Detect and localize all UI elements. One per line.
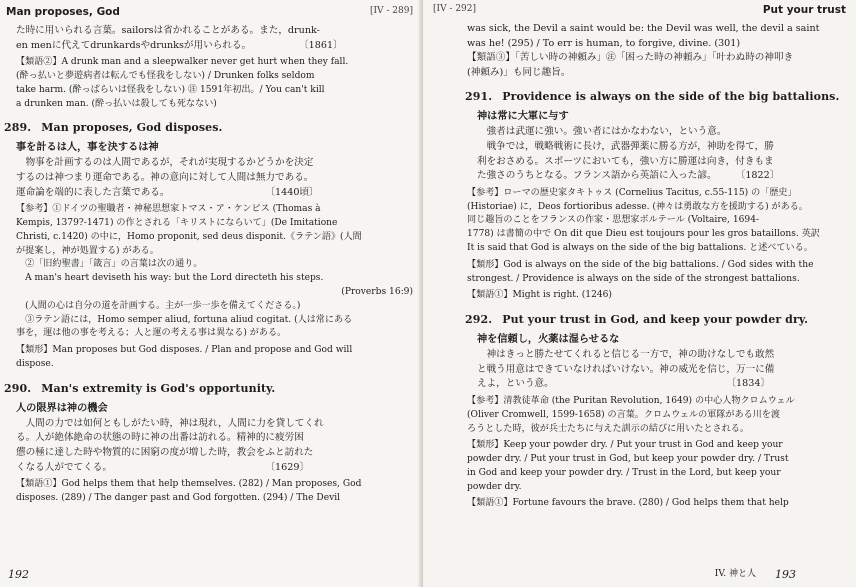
proverb-title: Man proposes, God disposes. [41, 121, 223, 135]
entry-heading [4, 382, 413, 395]
text-line: a drunken man. (酔っ払いは殺しても死なない) [16, 98, 217, 109]
entry-heading [465, 90, 846, 103]
text-line: It is said that God is always on the side of the big battalions. と述べている。 [467, 242, 813, 253]
text-line: る。人が絶体絶命の状態の時に神の出番は訪れる。精神的に疲労困 [16, 432, 304, 444]
right-running-header [433, 4, 846, 22]
part-label: IV. 神と人 [714, 569, 756, 579]
variants-block [467, 439, 846, 494]
variants-block [467, 259, 846, 287]
entry-number: 291. [465, 90, 493, 104]
left-running-header [6, 6, 413, 24]
text-line: A man's heart deviseth his way: but the Lord directeth his steps. [25, 273, 324, 284]
text-line: (神頼み)」も同じ趣旨。 [467, 66, 571, 78]
text-line: 【類形】Man proposes but God disposes. / Plan and propose and God will [16, 345, 353, 356]
text-line: えよ，という意。 〔1834〕 [477, 378, 771, 390]
text-line: 戦争では，戦略戦術に長け，武器弾薬に勝る方が，神助を得て，勝 [486, 140, 774, 152]
text-line: powder dry. / Put your trust in God, but keep your powder dry. / Trust [467, 454, 789, 465]
proverb-title: Man's extremity is God's opportunity. [41, 381, 276, 395]
text-line: (酔っ払いと夢遊病者は転んでも怪我をしない) / Drunken folks seldom [16, 70, 315, 81]
text-line: (Oliver Cromwell, 1599-1658) の言葉。クロムウェルの軍隊がある川を渡 [467, 409, 780, 420]
page-number: 192 [8, 568, 29, 581]
text-line: ③ラテン語には，Homo semper aliud, fortuna aliud cogitat. (人は常にある [25, 314, 353, 325]
text-line: (人間の心は自分の道を計画する。主が一歩一歩を備えてくださる。) [25, 300, 301, 311]
related-block [6, 478, 413, 506]
running-header-section: [IV - 292] [433, 4, 477, 14]
text-line: 【参考】清教徒革命 (the Puritan Revolution, 1649) の中心人物クロムウェル [467, 395, 795, 406]
reference-note [6, 203, 413, 341]
text-line: 【類語③】「苦しい時の神頼み」㊟「困った時の神頼み」「叶わぬ時の神叩き [467, 52, 794, 64]
text-line: ②「旧約聖書」「箴言」の言葉は次の通り。 [25, 259, 203, 270]
text-line: 【参考】ローマの歴史家タキトゥス (Cornelius Tacitus, c.55-115) の「歴史」 [467, 187, 797, 198]
entry-heading [4, 121, 413, 134]
related-block [467, 289, 846, 303]
entry-heading [465, 313, 846, 326]
text-line: 1778) は書簡の中で On dit que Dieu est toujours pour les gros bataillons. 英訳 [467, 229, 820, 240]
entry-289 [6, 121, 413, 371]
text-line: 【類語②】A drunk man and a sleepwalker never get hurt when they fall. [16, 57, 349, 68]
left-page [0, 0, 423, 587]
text-line: 【類語①】God helps them that help themselves. (282) / Man proposes, God [16, 479, 362, 490]
japanese-title: 人の限界は神の機会 [16, 401, 108, 414]
text-line: was he! (295) / To err is human, to forgive, divine. (301) [467, 37, 741, 49]
entry-290 [6, 382, 413, 506]
text-line: Christi, c.1420) の中に，Homo proponit, sed deus disponit.《ラテン語》(人間 [16, 231, 362, 242]
running-header-title: Put your trust [762, 4, 846, 16]
page-number: 193 [775, 568, 796, 581]
variants-block [6, 344, 413, 372]
entry-291 [467, 90, 846, 303]
text-line: 【類語①】Might is right. (1246) [467, 290, 612, 301]
right-page [423, 0, 856, 587]
text-line: 【参考】①ドイツの聖職者・神秘思想家トマス・ア・ケンピス (Thomas à [16, 204, 321, 215]
text-line: ろうとした時，彼が兵士たちに与えた訓示の結びに用いたとされる。 [467, 423, 749, 434]
text-line: 憊の極に達した時や物質的に困窮の度が増した時，教会をふと訪れた [16, 446, 314, 458]
text-line: 神はきっと勝たせてくれると信じる一方で，神の助けなしでも敢然 [486, 349, 775, 361]
text-line: 人間の力では如何ともしがたい時，神は現れ，人間に力を貸してくれ [25, 417, 324, 429]
running-header-section: [IV - 289] [369, 6, 413, 16]
japanese-title: 神は常に大軍に与す [477, 110, 569, 123]
entry-number: 289. [4, 121, 32, 135]
text-line: 運命論を端的に表した言葉である。 〔1440頃〕 [16, 186, 319, 198]
entry-body [467, 348, 846, 392]
text-line: 利をおさめる。スポーツにおいても，強い方に勝運は向き，付きもま [477, 155, 774, 167]
entry-body [6, 156, 413, 200]
reference-note [467, 187, 846, 256]
text-line: するのは神つまり運命である。神の意向に対して人間は無力である。 [16, 171, 314, 183]
text-line: disposes. (289) / The danger past and God forgotten. (294) / The Devil [16, 492, 341, 503]
text-line: 物事を計画するのは人間であるが，それが実現するかどうかを決定 [25, 157, 314, 169]
continued-text [467, 22, 846, 80]
text-line: (Historiae) に，Deos fortioribus adesse. (神々は勇敢な方を援助する) がある。 [467, 201, 808, 212]
text-line: 強者は武運に強い。強い者にはかなわない，という意。 [486, 126, 727, 138]
text-line: dispose. [16, 358, 54, 369]
entry-body [467, 125, 846, 183]
text-line: た時に用いられる言葉。sailorsは省かれることがある。また，drunk- [16, 25, 320, 36]
japanese-title: 神を信頼し，火薬は湿らせるな [477, 333, 620, 346]
text-line: en menに代えてdrunkardsやdrunksが用いられる。 〔1861〕 [16, 39, 343, 51]
text-line: 同じ趣旨のことをフランスの作家・思想家ボルテール (Voltaire, 1694- [467, 215, 760, 226]
entry-number: 290. [4, 381, 32, 395]
text-line: が提案し，神が処置する) がある。 [16, 245, 159, 256]
text-line: (Proverbs 16:9) [341, 286, 413, 297]
text-line: 【類形】Keep your powder dry. / Put your trust in God and keep your [467, 440, 783, 451]
text-line: Kempis, 1379?-1471) の作とされる「キリストにならいて」(De Imitatione [16, 217, 338, 228]
text-line: take harm. (酔っぱらいは怪我をしない) ㊟ 1591年初出。/ You can't kill [16, 84, 325, 95]
continued-text [6, 24, 413, 53]
entry-number: 292. [465, 313, 493, 327]
text-line: strongest. / Providence is always on the side of the strongest battalions. [467, 273, 800, 284]
proverb-title: Providence is always on the side of the big battalions. [502, 90, 840, 104]
running-header-title: Man proposes, God [6, 6, 120, 18]
text-line: 事を，運は他の事を考える；人と運の考える事は異なる) がある。 [16, 328, 287, 339]
japanese-title: 事を計るは人，事を決するは神 [16, 141, 159, 154]
proverb-title: Put your trust in God, and keep your powder dry. [502, 313, 808, 327]
related-block [467, 497, 846, 511]
entry-body [6, 417, 413, 475]
text-line: 【類形】God is always on the side of the big battalions. / God sides with the [467, 259, 814, 270]
reference-note [467, 395, 846, 436]
text-line: くなる人がでてくる。 〔1629〕 [16, 461, 310, 473]
text-line: と戦う用意はできていなければいけない。神の威光を信じ，万一に備 [477, 363, 775, 375]
text-line: in God and keep your powder dry. / Trust in the Lord, but keep your [467, 467, 781, 478]
entry-292 [467, 313, 846, 511]
text-line: た強さのうちとなる。フランス語から英語に入った諺。 〔1822〕 [477, 170, 780, 182]
related-block [6, 56, 413, 111]
text-line: 【類語①】Fortune favours the brave. (280) / God helps them that help [467, 498, 789, 509]
text-line: powder dry. [467, 481, 522, 492]
text-line: was sick, the Devil a saint would be: the Devil was well, the devil a saint [467, 23, 820, 34]
